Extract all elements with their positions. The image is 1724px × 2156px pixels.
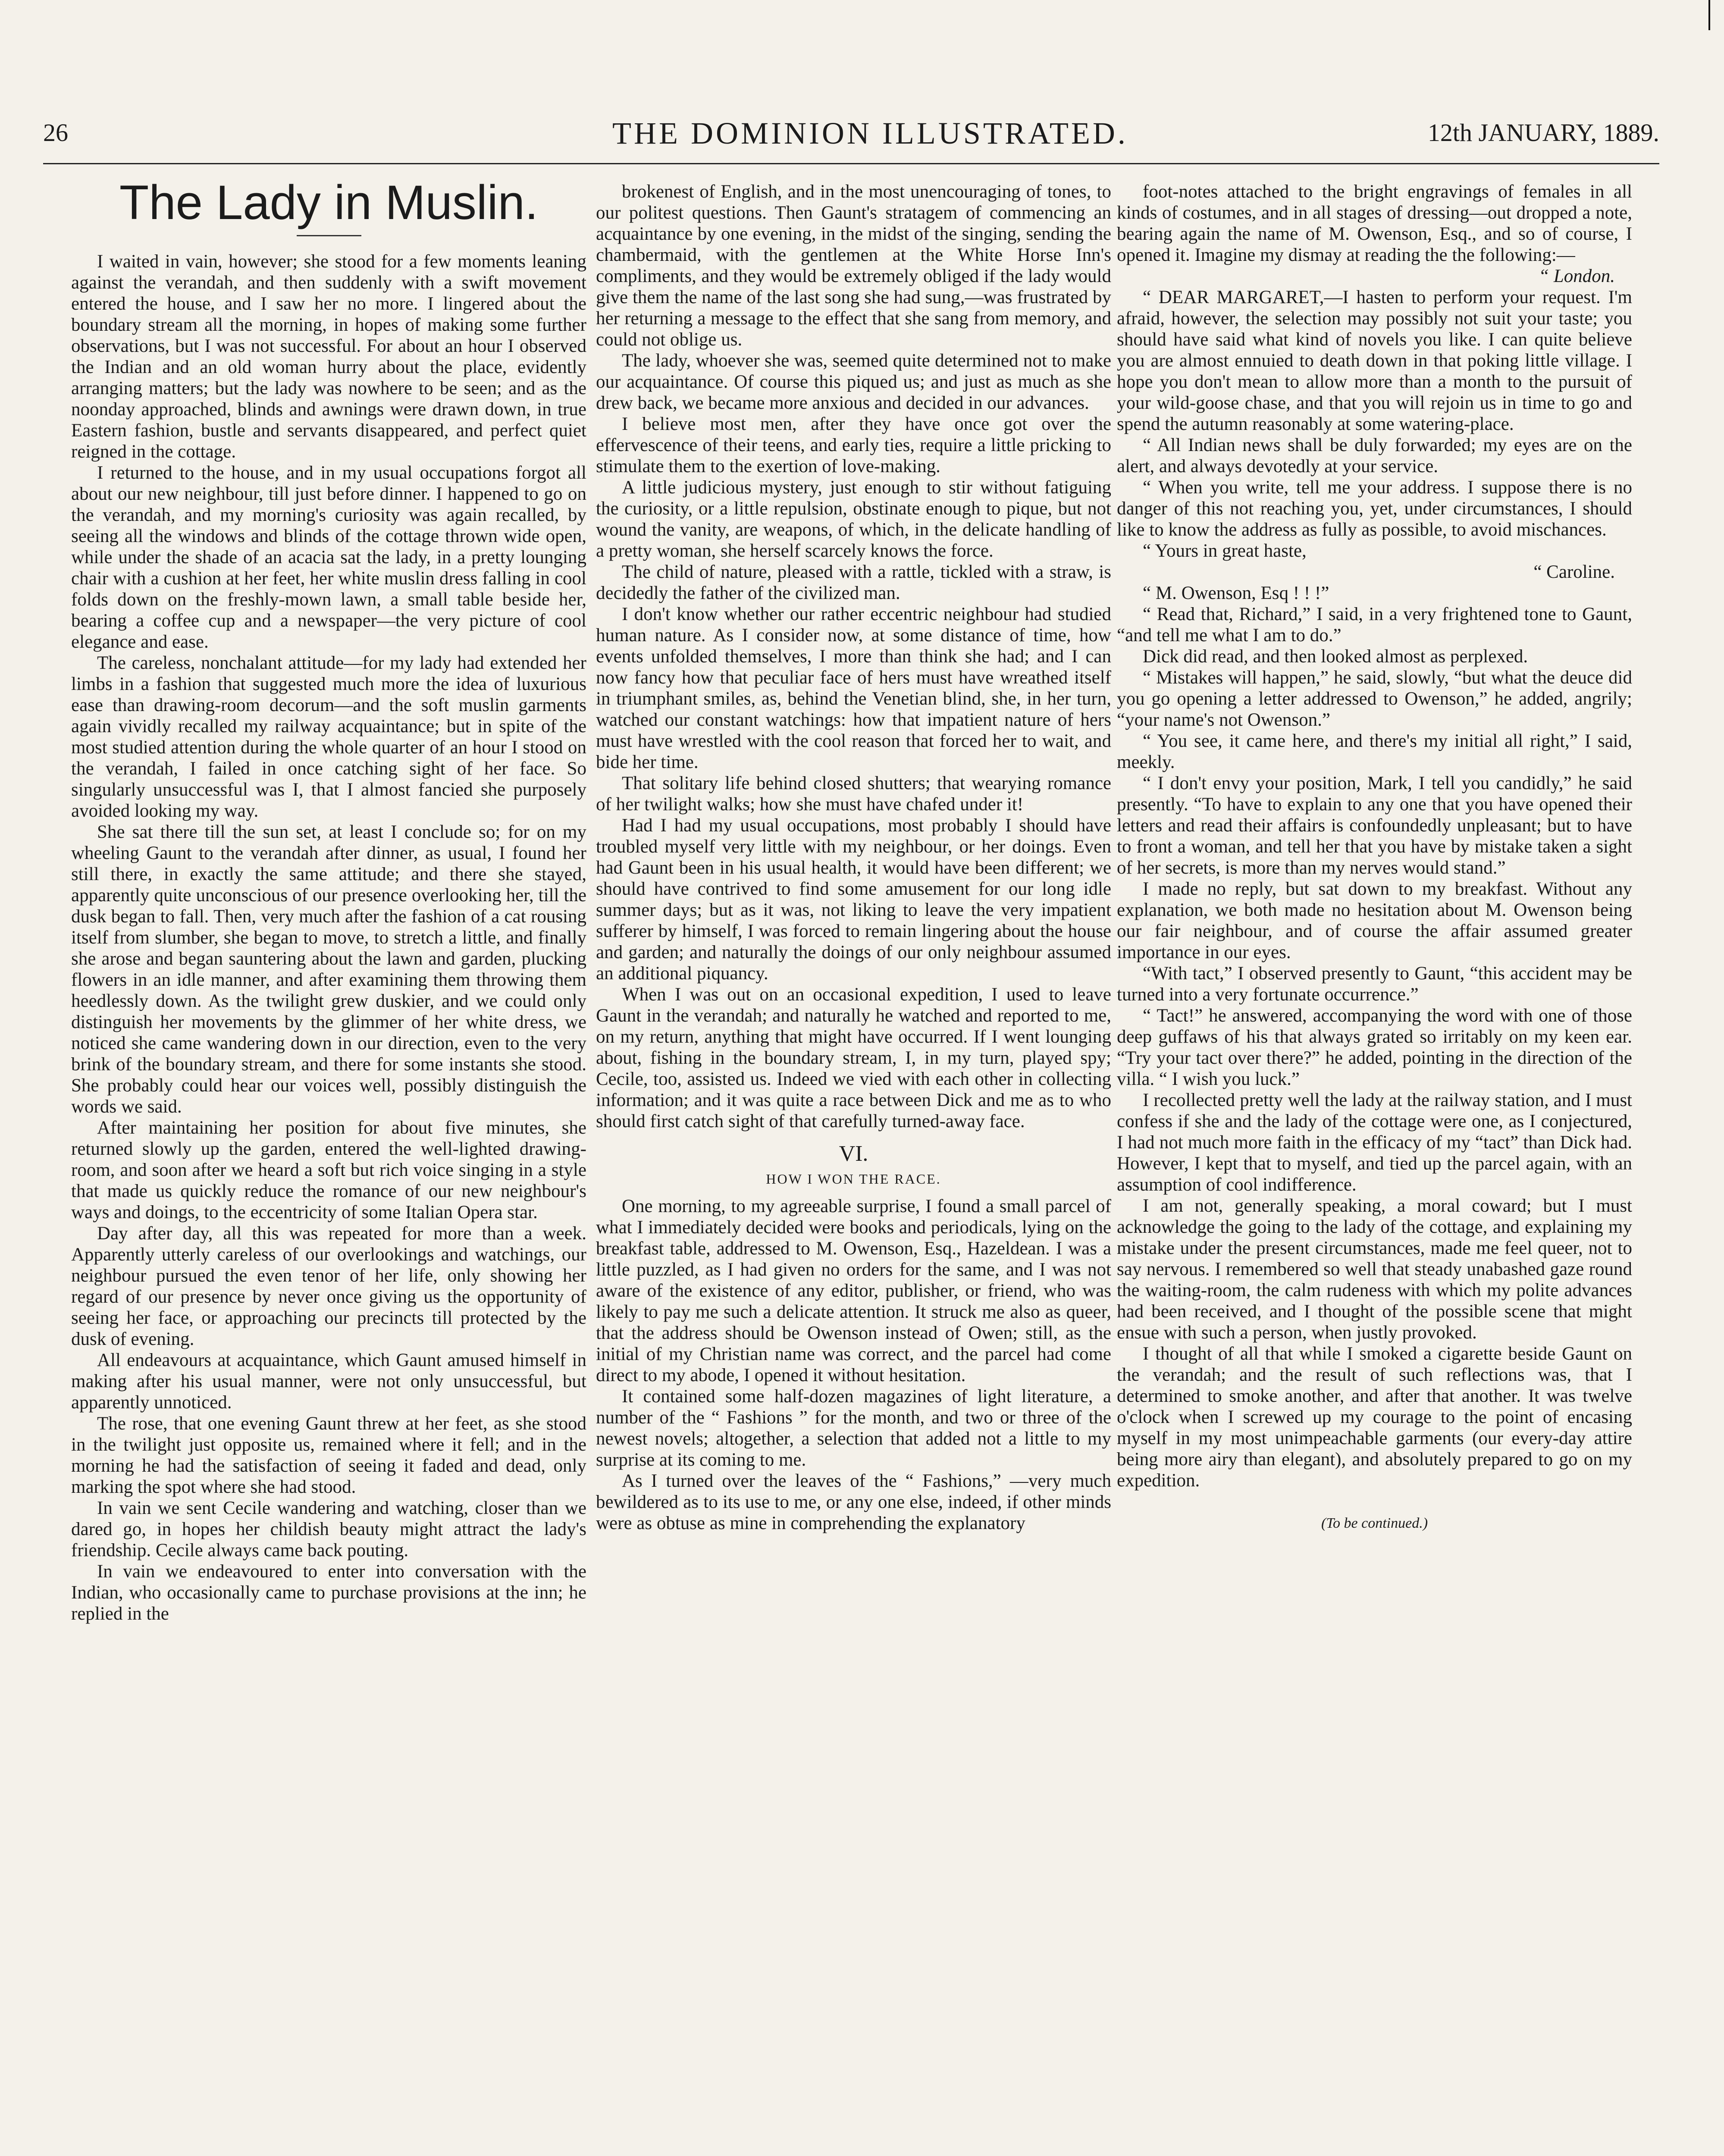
paragraph: A little judicious mystery, just enough to stir without fatiguing the curiosity, or a little repulsion, obstinate enough to pique, but not wound the vanity, are weapons, of which, in the delicate handling of a pretty woman, she herself scarcely knows the force. xyxy=(596,477,1111,561)
paragraph: In vain we endeavoured to enter into conversation with the Indian, who occasionally came to purchase provisions at the inn; he replied in the xyxy=(71,1561,586,1624)
paragraph: I returned to the house, and in my usual occupations forgot all about our new neighbour, till just before dinner. I happened to go on the verandah, and my morning's curiosity was again recalled, by seeing all the windows and blinds of the cottage thrown wide open, while under the shade of an acacia sat the lady, in a pretty lounging chair with a cushion at her feet, her white muslin dress falling in cool folds down on the freshly-mown lawn, a small table beside her, bearing a coffee cup and a newspaper—the very picture of cool elegance and ease. xyxy=(71,463,586,652)
paragraph: Dick did read, and then looked almost as perplexed. xyxy=(1143,646,1528,667)
header-rule xyxy=(43,163,1659,164)
column-2 xyxy=(596,181,1111,1534)
paragraph: “ You see, it came here, and there's my initial all right,” I said, meekly. xyxy=(1117,731,1632,772)
paragraph: That solitary life behind closed shutters; that wearying romance of her twilight walks; how she must have chafed under it! xyxy=(596,773,1111,815)
paragraph: She sat there till the sun set, at least I conclude so; for on my wheeling Gaunt to the verandah after dinner, as usual, I found her still there, in exactly the same attitude; and there she stayed, apparently quite unconscious of our presence overlooking her, till the dusk began to fall. Then, very much after the fashion of a cat rousing itself from slumber, she began to move, to stretch a little, and finally she arose and began sauntering about the lawn and garden, plucking flowers in an idle manner, and after examining them throwing them heedlessly down. As the twilight grew duskier, and we could only distinguish her movements by the glimmer of her white dress, we noticed she came wandering down in our direction, even to the very brink of the boundary stream, and there for some instants she stood. She probably could hear our voices well, possibly distinguish the words we said. xyxy=(71,822,586,1117)
paragraph: It contained some half-dozen magazines of light literature, a number of the “ Fashions ” for the month, and two or three of the newest novels; altogether, a selection that added not a little to my surprise at its coming to me. xyxy=(596,1386,1111,1470)
letter-closing: “ Yours in great haste, xyxy=(1143,541,1307,561)
paragraph: I thought of all that while I smoked a cigarette beside Gaunt on the verandah; and the result of such reflections was, that I determined to smoke another, and after that another. It was twelve o'clock when I screwed up my courage to the point of encasing myself in my most unimpeachable garments (our every-day attire being more airy than elegant), and absolutely prepared to go on my expedition. xyxy=(1117,1344,1632,1491)
running-header xyxy=(43,116,1659,154)
paragraph: I waited in vain, however; she stood for a few moments leaning against the verandah, and then suddenly with a swift movement entered the house, and I saw her no more. I lingered about the boundary stream all the morning, in hopes of making some further observations, but I was not successful. For about an hour I observed the Indian and an old woman hurry about the place, evidently arranging matters; but the lady was nowhere to be seen; and as the noonday approached, blinds and awnings were drawn down, in true Eastern fashion, bustle and servants disappeared, and perfect quiet reigned in the cottage. xyxy=(71,251,586,462)
column-3 xyxy=(1117,181,1632,1534)
section-number: VI. xyxy=(839,1141,868,1166)
paragraph: The careless, nonchalant attitude—for my lady had extended her limbs in a fashion that suggested much more the idea of luxurious ease than drawing-room decorum—and the soft muslin garments again vividly recalled my railway acquaintance; but in spite of the most studied attention during the whole quarter of an hour I stood on the verandah, I failed in once catching sight of her face. So singularly unsuccessful was I, that I almost fancied she purposely avoided looking my way. xyxy=(71,653,586,821)
paragraph: One morning, to my agreeable surprise, I found a small parcel of what I immediately decided were books and periodicals, lying on the breakfast table, addressed to M. Owenson, Esq., Hazeldean. I was a little puzzled, as I had given no orders for the same, and I was not aware of the existence of any editor, publisher, or friend, who was likely to pay me such a delicate attention. It struck me also as queer, that the address should be Owenson instead of Owen; still, as the initial of my Christian name was correct, and the parcel had come direct to my abode, I opened it without hesitation. xyxy=(596,1196,1111,1385)
letter-body xyxy=(1117,287,1632,540)
masthead: THE DOMINION ILLUSTRATED. xyxy=(612,116,1128,150)
paragraph: I believe most men, after they have once got over the effervescence of their teens, and early ties, require a little pricking to stimulate them to the exertion of love-making. xyxy=(596,414,1111,476)
continued-note: (To be continued.) xyxy=(1321,1515,1428,1531)
column-3-body-bottom xyxy=(1117,604,1632,1491)
edge-mark-top xyxy=(1708,0,1710,30)
paragraph: The child of nature, pleased with a rattle, tickled with a straw, is decidedly the father of the civilized man. xyxy=(596,562,1111,603)
paragraph: I made no reply, but sat down to my breakfast. Without any explanation, we both made no hesitation about M. Owenson being our fair neighbour, and of course the affair assumed greater importance in our eyes. xyxy=(1117,879,1632,962)
column-2-body-bottom xyxy=(596,1196,1111,1534)
story-title: The Lady in Muslin. xyxy=(119,175,539,229)
paragraph: Had I had my usual occupations, most probably I should have troubled myself very little with my neighbour, or her doings. Even had Gaunt been in his usual health, it would have been different; we should have contrived to find some amusement for our long idle summer days; but as it was, not liking to leave the very impatient sufferer by himself, I was forced to remain lingering about the house and garden; and naturally the doings of our only neighbour assumed an additional piquancy. xyxy=(596,815,1111,984)
column-2-body-top xyxy=(596,181,1111,1132)
paragraph: After maintaining her position for about five minutes, she returned slowly up the garden, entered the well-lighted drawing-room, and soon after we heard a soft but rich voice singing in a style that made us quickly reduce the romance of our new neighbour's ways and doings, to the eccentricity of some Italian Opera star. xyxy=(71,1118,586,1222)
paragraph: I recollected pretty well the lady at the railway station, and I must confess if she and the lady of the cottage were one, as I conjectured, I had not much more faith in the efficacy of my “tact” than Dick had. However, I kept that to myself, and tied up the parcel again, with an assumption of cool indifference. xyxy=(1117,1090,1632,1195)
paragraph: I don't know whether our rather eccentric neighbour had studied human nature. As I consider now, at some distance of time, how events unfolded themselves, I more than think she had; and I can now fancy how that peculiar face of hers must have wreathed itself in triumphant smiles, as, behind the Venetian blind, she, in her turn, watched our constant watchings: how that impatient nature of hers must have wrestled with the cool reason that forced her to wait, and bide her time. xyxy=(596,604,1111,772)
issue-date: 12th JANUARY, 1889. xyxy=(1427,119,1659,147)
paragraph: “ Mistakes will happen,” he said, slowly, “but what the deuce did you go opening a letter addressed to Owenson,” he added, angrily; “your name's not Owenson.” xyxy=(1117,667,1632,730)
column-1-body xyxy=(71,251,586,1624)
column-1 xyxy=(71,175,586,1624)
paragraph: “ All Indian news shall be duly forwarded; my eyes are on the alert, and always devotedly at your service. xyxy=(1117,435,1632,476)
paragraph: “ DEAR MARGARET,—I hasten to perform your request. I'm afraid, however, the selection may possibly not suit your taste; you should have said what kind of novels you like. I can quite believe you are almost ennuied to death down in that poking little village. I hope you don't mean to allow more than a month to the pursuit of your wild-goose chase, and that you will rejoin us in time to go and spend the autumn reasonably at some watering-place. xyxy=(1117,287,1632,434)
title-rule xyxy=(297,235,361,236)
paragraph: The rose, that one evening Gaunt threw at her feet, as she stood in the twilight just opposite us, remained where it fell; and in the morning he had the satisfaction of seeing it faded and dead, only marking the spot where she had stood. xyxy=(71,1413,586,1497)
paragraph: In vain we sent Cecile wandering and watching, closer than we dared go, in hopes her childish beauty might attract the lady's friendship. Cecile always came back pouting. xyxy=(71,1498,586,1561)
letter-addressee: “ M. Owenson, Esq ! ! !” xyxy=(1143,583,1329,603)
paragraph: “ Tact!” he answered, accompanying the word with one of those deep guffaws of his that always grated so irritably on my keen ear. “Try your tact over there?” he added, pointing in the direction of the villa. “ I wish you luck.” xyxy=(1117,1006,1632,1089)
paragraph: Day after day, all this was repeated for more than a week. Apparently utterly careless of our overlookings and watchings, our neighbour pursued the even tenor of her life, only showing her regard of our presence by never once giving us the opportunity of seeing her face, or approaching our precincts till protected by the dusk of evening. xyxy=(71,1223,586,1349)
page-number: 26 xyxy=(43,119,68,147)
letter-signature: “ Caroline. xyxy=(1533,562,1615,582)
paragraph: The lady, whoever she was, seemed quite determined not to make our acquaintance. Of course this piqued us; and just as much as she drew back, we became more anxious and decided in our advances. xyxy=(596,351,1111,413)
paragraph: As I turned over the leaves of the “ Fashions,” —very much bewildered as to its use to me, or any one else, indeed, if other minds were as obtuse as mine in comprehending the explanatory xyxy=(596,1471,1111,1533)
paragraph: When I was out on an occasional expedition, I used to leave Gaunt in the verandah; and naturally he watched and reported to me, on my return, anything that might have occurred. If I went lounging about, fishing in the boundary stream, I, in my turn, played spy; Cecile, too, assisted us. Indeed we vied with each other in collecting information; and it was quite a race between Dick and me as to who should first catch sight of that carefully turned-away face. xyxy=(596,984,1111,1131)
paragraph: “ When you write, tell me your address. I suppose there is no danger of this not reaching you, yet, under circumstances, I should like to know the address as fully as possible, to avoid mischances. xyxy=(1117,477,1632,540)
paragraph: I am not, generally speaking, a moral coward; but I must acknowledge the going to the lady of the cottage, and explaining my mistake under the present circumstances, made me feel queer, not to say nervous. I remembered so well that steady unabashed gaze round the waiting-room, the calm rudeness with which my polite advances had been received, and I thought of the possible scene that might ensue with such a person, when justly provoked. xyxy=(1117,1196,1632,1343)
paragraph: “ Read that, Richard,” I said, in a very frightened tone to Gaunt, “and tell me what I am to do.” xyxy=(1117,604,1632,646)
paragraph: “ I don't envy your position, Mark, I tell you candidly,” he said presently. “To have to explain to any one that you have opened their letters and read their affairs is confoundedly unpleasant; but to have to front a woman, and tell her that you have by mistake taken a sight of her secrets, is more than my nerves would stand.” xyxy=(1117,773,1632,878)
paragraph: brokenest of English, and in the most unencouraging of tones, to our politest questions. Then Gaunt's stratagem of commencing an acquaintance by one evening, in the midst of the singing, sending the chambermaid, with the gentlemen at the White Horse Inn's compliments, and they would be extremely obliged if the lady would give them the name of the last song she had sung,—was frustrated by her returning a message to the effect that she sang from memory, and could not oblige us. xyxy=(596,182,1111,350)
paragraph: foot-notes attached to the bright engravings of females in all kinds of costumes, and in all stages of dressing—out dropped a note, bearing again the name of M. Owenson, Esq., and so of course, I opened it. Imagine my dismay at reading the the following:— xyxy=(1117,182,1632,265)
letter-place: “ London. xyxy=(1539,266,1615,286)
column-3-body-top xyxy=(1117,181,1632,266)
paragraph: All endeavours at acquaintance, which Gaunt amused himself in making after his usual manner, were not only unsuccessful, but apparently unnoticed. xyxy=(71,1350,586,1413)
paragraph: “With tact,” I observed presently to Gaunt, “this accident may be turned into a very fortunate occurrence.” xyxy=(1117,963,1632,1005)
section-heading: HOW I WON THE RACE. xyxy=(766,1171,941,1187)
